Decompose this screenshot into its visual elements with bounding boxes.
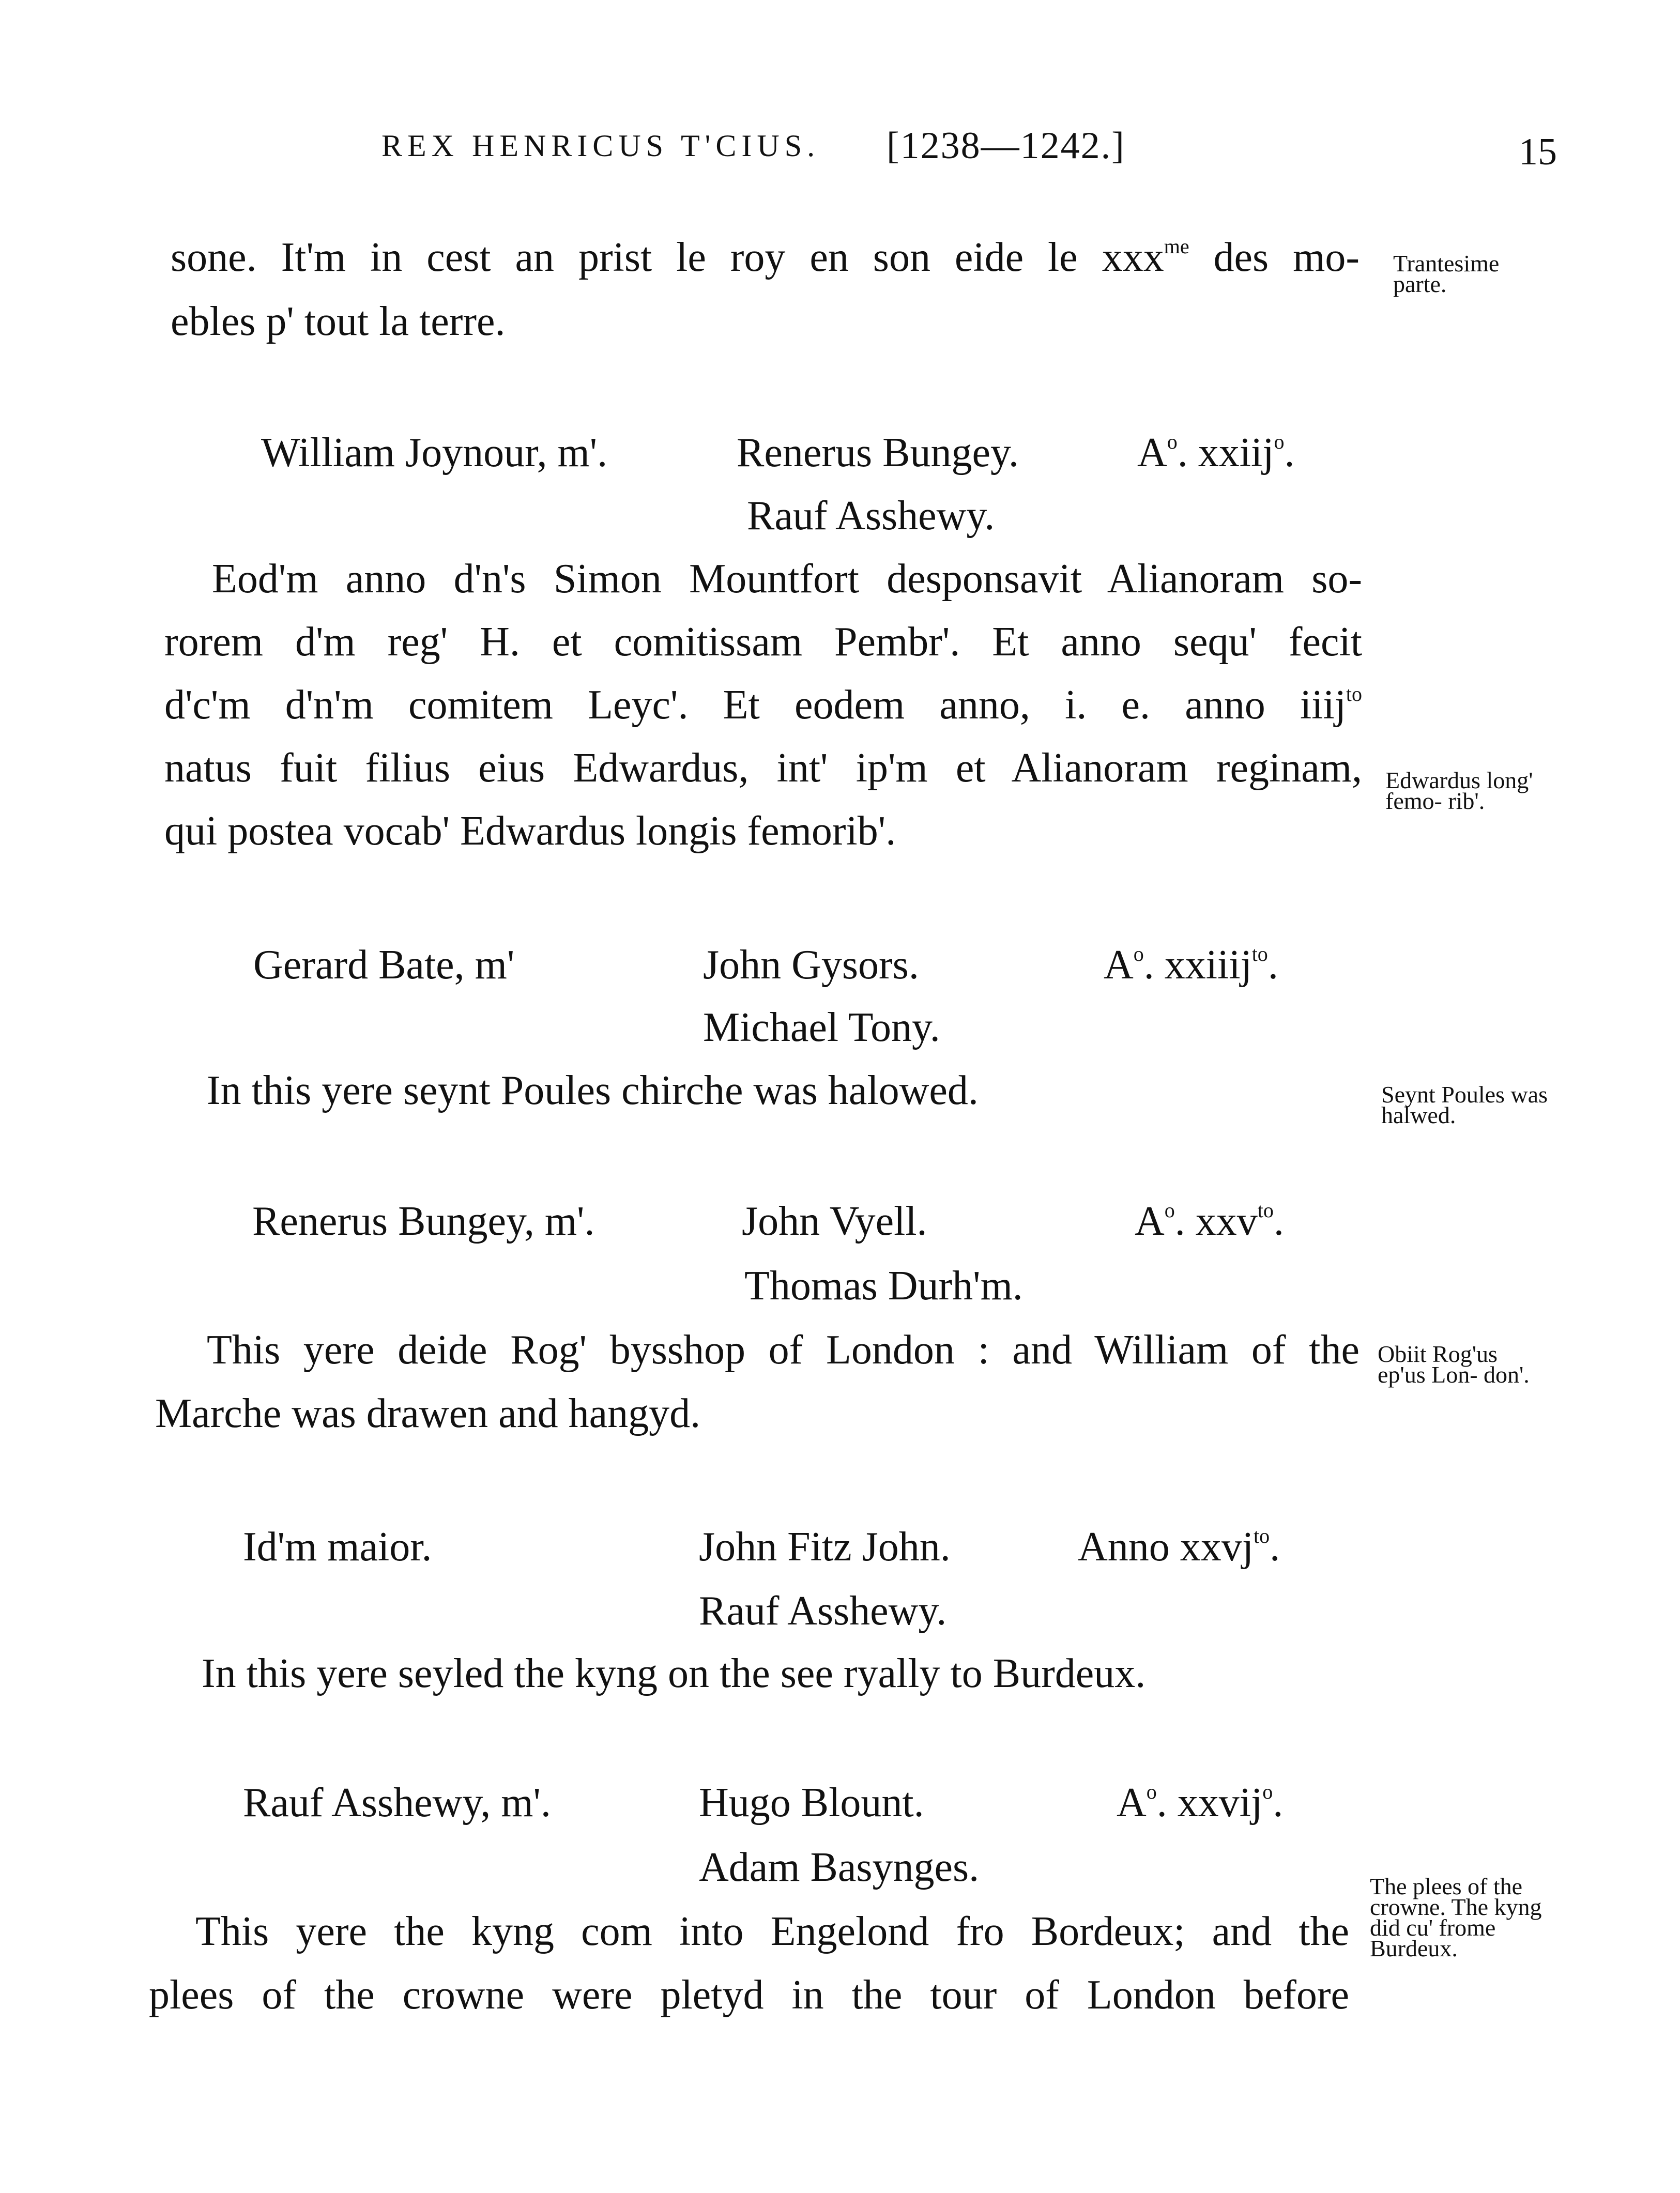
text-line: plees of the crowne were pletyd in the tour of London before: [149, 1972, 1349, 2018]
sheriff-name: Rauf Asshewy.: [699, 1588, 947, 1634]
text-line: In this yere seyled the kyng on the see ryally to Burdeux.: [202, 1651, 1146, 1696]
mayor-name: William Joynour, m'.: [261, 430, 608, 476]
regnal-year: $A^o$. xxvij$^o$.: [1117, 1780, 1284, 1826]
margin-note-seynt-poules: Seynt Poules was halwed.: [1381, 1081, 1548, 1128]
opening-line-1: sone. It'm in cest an prist le roy en son eide le xxx$^{me}$ des mo-: [171, 235, 1360, 280]
regnal-year: $A^o$. xxiij$^o$.: [1137, 430, 1295, 476]
text-line: Marche was drawen and hangyd.: [155, 1391, 701, 1436]
mayor-name: Id'm maior.: [243, 1524, 432, 1570]
opening-line-2: ebles p' tout la terre.: [171, 299, 506, 344]
text-line: qui postea vocab' Edwardus longis femorib'.: [164, 808, 896, 854]
running-title: REX HENRICUS T'CIUS.: [381, 129, 820, 163]
sheriff-name: Hugo Blount.: [699, 1780, 924, 1826]
regnal-year: $A^o$. xxiiij$^{to}$.: [1104, 942, 1278, 988]
sheriff-name: John Vyell.: [742, 1199, 927, 1244]
text-line: This yere the kyng com into Engelond fro Bordeux; and the: [195, 1909, 1349, 1954]
mayor-name: Rauf Asshewy, m'.: [243, 1780, 551, 1826]
sheriff-name: Thomas Durh'm.: [744, 1263, 1023, 1309]
regnal-year: Anno xxvj$^{to}$.: [1078, 1524, 1280, 1570]
mayor-name: Gerard Bate, m': [253, 942, 515, 988]
sheriff-name: Adam Basynges.: [699, 1845, 980, 1890]
regnal-year: $A^o$. xxv$^{to}$.: [1135, 1199, 1284, 1244]
date-range: [1238—1242.]: [887, 125, 1125, 167]
text-line: Eod'm anno d'n's Simon Mountfort desponsavit Alianoram so-: [212, 556, 1362, 602]
text-line: natus fuit filius eius Edwardus, int' ip'm et Alianoram reginam,: [164, 745, 1362, 791]
sheriff-name: John Fitz John.: [699, 1524, 951, 1570]
page-number: 15: [1519, 131, 1557, 173]
margin-note-plees: The plees of the crowne. The kyng did cu' frome Burdeux.: [1370, 1873, 1542, 1961]
text-line: This yere deide Rog' bysshop of London : and William of the: [207, 1327, 1360, 1373]
margin-note-obiit: Obiit Rog'us ep'us Lon- don'.: [1378, 1341, 1530, 1388]
margin-note-edwardus: Edwardus long' femo- rib'.: [1385, 767, 1533, 814]
text-line: d'c'm d'n'm comitem Leyc'. Et eodem anno, i. e. anno iiij$^{to}$: [164, 682, 1362, 728]
margin-note-trantesime: Trantesime parte.: [1393, 250, 1500, 297]
mayor-name: Renerus Bungey, m'.: [252, 1199, 595, 1244]
sheriff-name: Michael Tony.: [703, 1005, 940, 1050]
sheriff-name: John Gysors.: [703, 942, 919, 988]
text-line: In this yere seynt Poules chirche was halowed.: [207, 1068, 979, 1113]
sheriff-name: Rauf Asshewy.: [747, 493, 995, 539]
text-line: rorem d'm reg' H. et comitissam Pembr'. Et anno sequ' fecit: [164, 619, 1362, 665]
sheriff-name: Renerus Bungey.: [737, 430, 1019, 476]
